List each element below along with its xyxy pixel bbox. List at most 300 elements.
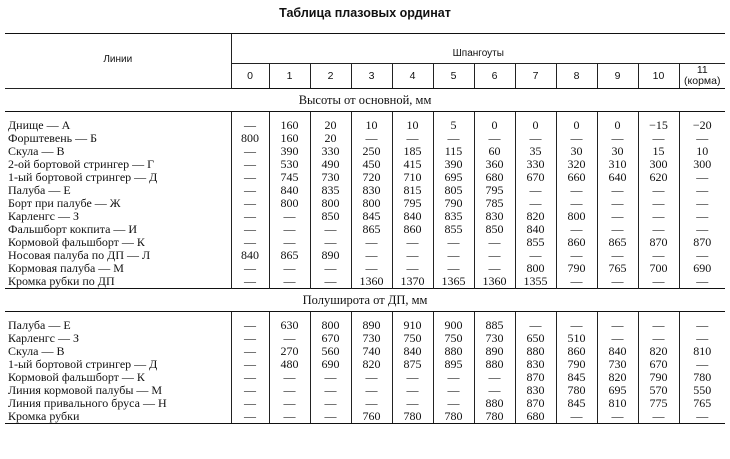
ordinate-value: 1365	[433, 275, 474, 289]
ordinate-value: 855	[433, 223, 474, 236]
line-label: 1-ый бортовой стрингер — Д	[8, 171, 158, 184]
ordinate-value: 795	[392, 197, 433, 210]
ordinate-value: 0	[556, 119, 597, 132]
ordinate-value: 0	[474, 119, 515, 132]
ordinate-value: 820	[515, 210, 556, 223]
ordinate-value: 840	[392, 210, 433, 223]
ordinate-value: —	[556, 223, 597, 236]
ordinate-value: 845	[556, 371, 597, 384]
ordinate-value: —	[351, 384, 392, 397]
line-label: 1-ый бортовой стрингер — Д	[8, 358, 158, 371]
ordinate-value: —	[556, 410, 597, 424]
ordinate-value: —	[433, 262, 474, 275]
table-row	[5, 384, 725, 397]
ordinate-value: 870	[638, 236, 679, 249]
ordinate-value: 690	[310, 358, 351, 371]
section-title: Полуширота от ДП, мм	[5, 289, 725, 312]
ordinate-value: —	[556, 275, 597, 289]
table-row	[5, 332, 725, 345]
table-row	[5, 171, 725, 184]
ordinate-value: 785	[474, 197, 515, 210]
table-row	[5, 397, 725, 410]
ordinate-value: 830	[515, 358, 556, 371]
ordinate-value: —	[351, 397, 392, 410]
table-body	[5, 89, 725, 424]
ordinate-value: 670	[310, 332, 351, 345]
ordinate-value: —	[515, 132, 556, 145]
frame-number: 3	[351, 64, 392, 89]
frame-number: 6	[474, 64, 515, 89]
table-row	[5, 345, 725, 358]
ordinate-value: 815	[392, 184, 433, 197]
line-label: Карленгс — З	[8, 210, 80, 223]
ordinate-value: 780	[392, 410, 433, 424]
ordinate-value: —	[679, 223, 725, 236]
ordinate-value: 820	[597, 371, 638, 384]
ordinate-value: 880	[433, 345, 474, 358]
ordinate-value: —	[597, 210, 638, 223]
ordinate-value: 800	[310, 197, 351, 210]
ordinate-value: —	[638, 332, 679, 345]
ordinate-value: —	[679, 410, 725, 424]
ordinate-value: 560	[310, 345, 351, 358]
ordinate-value: —	[310, 275, 351, 289]
ordinate-value: —	[515, 184, 556, 197]
ordinate-value: 865	[597, 236, 638, 249]
ordinate-value: 0	[597, 119, 638, 132]
ordinate-value: 820	[638, 345, 679, 358]
ordinate-value: 30	[556, 145, 597, 158]
ordinate-value: 795	[474, 184, 515, 197]
frame-number: 0	[231, 64, 269, 89]
ordinate-value: —	[474, 249, 515, 262]
ordinate-value: 790	[638, 371, 679, 384]
ordinate-value: —	[231, 119, 269, 132]
table-row	[5, 358, 725, 371]
ordinate-value: —	[597, 223, 638, 236]
ordinate-value: 805	[433, 184, 474, 197]
ordinate-value: —	[392, 249, 433, 262]
table-row	[5, 132, 725, 145]
ordinate-value: —	[231, 145, 269, 158]
ordinate-value: 890	[310, 249, 351, 262]
ordinate-value: 550	[679, 384, 725, 397]
ordinates-table	[5, 33, 725, 424]
ordinate-value: —	[392, 132, 433, 145]
ordinate-value: —	[556, 184, 597, 197]
table-row	[5, 371, 725, 384]
ordinate-value: —	[433, 236, 474, 249]
table-row	[5, 197, 725, 210]
ordinate-value: 530	[269, 158, 310, 171]
frame-number: 4	[392, 64, 433, 89]
ordinate-value: 35	[515, 145, 556, 158]
frame-number: 1	[269, 64, 310, 89]
ordinate-value: 730	[310, 171, 351, 184]
ordinate-value: —	[474, 262, 515, 275]
ordinate-value: 730	[351, 332, 392, 345]
frame-number: 7	[515, 64, 556, 89]
ordinate-value: 270	[269, 345, 310, 358]
ordinate-value: —	[638, 132, 679, 145]
ordinate-value: 765	[597, 262, 638, 275]
ordinate-value: 360	[474, 158, 515, 171]
ordinate-value: —	[679, 197, 725, 210]
ordinate-value: —	[231, 158, 269, 171]
ordinate-value: 830	[474, 210, 515, 223]
ordinate-value: 885	[474, 319, 515, 332]
ordinate-value: —	[679, 249, 725, 262]
ordinate-value: —	[679, 132, 725, 145]
ordinate-value: —	[269, 223, 310, 236]
ordinate-value: —	[269, 210, 310, 223]
ordinate-value: 880	[474, 397, 515, 410]
ordinate-value: 630	[269, 319, 310, 332]
ordinate-value: 490	[310, 158, 351, 171]
ordinate-value: 820	[351, 358, 392, 371]
ordinate-value: —	[597, 132, 638, 145]
ordinate-value: —	[231, 397, 269, 410]
ordinate-value: 115	[433, 145, 474, 158]
ordinate-value: 850	[474, 223, 515, 236]
ordinate-value: 20	[310, 132, 351, 145]
ordinate-value: 840	[231, 249, 269, 262]
ordinate-value: —	[433, 132, 474, 145]
ordinate-value: —	[638, 410, 679, 424]
ordinate-value: 790	[556, 358, 597, 371]
ordinate-value: 750	[392, 332, 433, 345]
ordinate-value: 620	[638, 171, 679, 184]
frame-number: 8	[556, 64, 597, 89]
ordinate-value: 745	[269, 171, 310, 184]
spacer-row	[5, 312, 725, 320]
line-label: Днище — А	[8, 119, 71, 132]
ordinate-value: 690	[679, 262, 725, 275]
ordinate-value: 570	[638, 384, 679, 397]
ordinate-value: —	[310, 262, 351, 275]
ordinate-value: —	[231, 358, 269, 371]
ordinate-value: 185	[392, 145, 433, 158]
ordinate-value: 0	[515, 119, 556, 132]
table-row	[5, 223, 725, 236]
ordinate-value: 640	[597, 171, 638, 184]
ordinate-value: —	[269, 275, 310, 289]
ordinate-value: 845	[351, 210, 392, 223]
section-header-row	[5, 89, 725, 112]
ordinate-value: 30	[597, 145, 638, 158]
ordinate-value: —	[679, 210, 725, 223]
ordinate-value: —	[351, 262, 392, 275]
ordinate-value: —	[679, 319, 725, 332]
ordinate-value: —	[231, 410, 269, 424]
ordinate-value: 910	[392, 319, 433, 332]
table-row	[5, 275, 725, 289]
line-label: Фальшборт кокпита — И	[8, 223, 138, 236]
ordinate-value: 860	[392, 223, 433, 236]
ordinate-value: —	[269, 384, 310, 397]
ordinate-value: —	[392, 384, 433, 397]
ordinate-value: 660	[556, 171, 597, 184]
ordinate-value: 790	[433, 197, 474, 210]
ordinate-value: —	[638, 184, 679, 197]
ordinate-value: 860	[556, 236, 597, 249]
ordinate-value: —	[638, 223, 679, 236]
ordinate-value: 480	[269, 358, 310, 371]
line-label: Кромка рубки по ДП	[8, 275, 115, 288]
ordinate-value: 710	[392, 171, 433, 184]
ordinate-value: —	[474, 236, 515, 249]
ordinate-value: —	[231, 371, 269, 384]
ordinate-value: 740	[351, 345, 392, 358]
ordinate-value: 720	[351, 171, 392, 184]
line-label: Форштевень — Б	[8, 132, 97, 145]
table-row	[5, 158, 725, 171]
ordinate-value: —	[679, 171, 725, 184]
ordinate-value: —	[679, 332, 725, 345]
ordinate-value: —	[638, 210, 679, 223]
ordinate-value: 850	[310, 210, 351, 223]
frame-number: 10	[638, 64, 679, 89]
ordinate-value: —	[597, 410, 638, 424]
line-label: Палуба — Е	[8, 319, 71, 332]
ordinate-value: —	[474, 371, 515, 384]
line-label: Линия кормовой палубы — М	[8, 384, 163, 397]
ordinate-value: —	[433, 397, 474, 410]
line-label: Кромка рубки	[5, 410, 231, 424]
ordinate-value: 890	[474, 345, 515, 358]
ordinate-value: —	[597, 319, 638, 332]
ordinate-value: 250	[351, 145, 392, 158]
ordinate-value: —	[392, 262, 433, 275]
ordinate-value: 840	[597, 345, 638, 358]
ordinate-value: 780	[679, 371, 725, 384]
ordinate-value: —	[433, 249, 474, 262]
ordinate-value: 845	[556, 397, 597, 410]
ordinate-value: 865	[351, 223, 392, 236]
ordinate-value: 695	[433, 171, 474, 184]
ordinate-value: —	[597, 332, 638, 345]
ordinate-value: —	[310, 410, 351, 424]
ordinate-value: —	[556, 197, 597, 210]
ordinate-value: 450	[351, 158, 392, 171]
ordinate-value: 880	[515, 345, 556, 358]
ordinate-value: 780	[474, 410, 515, 424]
ordinate-value: —	[269, 236, 310, 249]
line-label: Палуба — Е	[8, 184, 71, 197]
ordinate-value: —	[351, 132, 392, 145]
table-row	[5, 236, 725, 249]
ordinate-value: 865	[269, 249, 310, 262]
ordinate-value: 830	[515, 384, 556, 397]
ordinate-value: —	[515, 197, 556, 210]
ordinate-value: 840	[269, 184, 310, 197]
ordinate-value: 775	[638, 397, 679, 410]
frame-number: 5	[433, 64, 474, 89]
ordinate-value: 890	[351, 319, 392, 332]
ordinate-value: 330	[310, 145, 351, 158]
frames-header: Шпангоуты	[231, 34, 725, 64]
ordinate-value: —	[269, 410, 310, 424]
ordinate-value: —	[351, 236, 392, 249]
ordinate-value: 670	[515, 171, 556, 184]
ordinate-value: 730	[474, 332, 515, 345]
ordinate-value: 870	[679, 236, 725, 249]
ordinate-value: 750	[433, 332, 474, 345]
ordinate-value: —	[638, 319, 679, 332]
table-row	[5, 210, 725, 223]
ordinate-value: 670	[638, 358, 679, 371]
ordinate-value: 870	[515, 397, 556, 410]
ordinate-value: —	[638, 275, 679, 289]
ordinate-value: 860	[556, 345, 597, 358]
ordinate-value: —	[474, 132, 515, 145]
ordinate-value: 1360	[474, 275, 515, 289]
ordinate-value: 10	[679, 145, 725, 158]
ordinate-value: 855	[515, 236, 556, 249]
ordinate-value: —	[231, 262, 269, 275]
ordinate-value: —	[231, 210, 269, 223]
line-label: Носовая палуба по ДП — Л	[8, 249, 151, 262]
line-label: Кормовой фальшборт — К	[8, 371, 145, 384]
table-row	[5, 119, 725, 132]
ordinate-value: 680	[515, 410, 556, 424]
ordinate-value: 830	[351, 184, 392, 197]
ordinate-value: —	[515, 249, 556, 262]
ordinate-value: —	[269, 262, 310, 275]
ordinate-value: —	[269, 371, 310, 384]
ordinate-value: —	[392, 236, 433, 249]
table-row	[5, 262, 725, 275]
ordinate-value: 840	[392, 345, 433, 358]
ordinate-value: 840	[515, 223, 556, 236]
ordinate-value: —	[310, 384, 351, 397]
line-label: Кормовой фальшборт — К	[8, 236, 145, 249]
ordinate-value: 875	[392, 358, 433, 371]
line-label: Линия привального бруса — Н	[8, 397, 167, 410]
ordinate-value: —	[433, 371, 474, 384]
ordinate-value: —	[638, 197, 679, 210]
ordinate-value: —	[556, 319, 597, 332]
ordinate-value: —	[231, 345, 269, 358]
ordinate-value: 5	[433, 119, 474, 132]
ordinate-value: 1360	[351, 275, 392, 289]
ordinate-value: 800	[556, 210, 597, 223]
ordinate-value: 390	[433, 158, 474, 171]
ordinate-value: 10	[351, 119, 392, 132]
table-row	[5, 319, 725, 332]
ordinate-value: 800	[231, 132, 269, 145]
ordinate-value: —	[556, 132, 597, 145]
ordinate-value: —	[679, 358, 725, 371]
ordinate-value: —	[269, 397, 310, 410]
ordinate-value: 415	[392, 158, 433, 171]
ordinate-value: 900	[433, 319, 474, 332]
ordinate-value: 790	[556, 262, 597, 275]
ordinate-value: 730	[597, 358, 638, 371]
ordinate-value: 300	[638, 158, 679, 171]
table-row	[5, 145, 725, 158]
ordinate-value: —	[310, 236, 351, 249]
ordinate-value: —	[556, 249, 597, 262]
ordinate-value: 835	[310, 184, 351, 197]
ordinate-value: 650	[515, 332, 556, 345]
ordinate-value: —	[433, 384, 474, 397]
ordinate-value: 695	[597, 384, 638, 397]
ordinate-value: −20	[679, 119, 725, 132]
ordinate-value: 330	[515, 158, 556, 171]
section-title: Высоты от основной, мм	[5, 89, 725, 112]
ordinate-value: 1370	[392, 275, 433, 289]
ordinate-value: —	[231, 319, 269, 332]
ordinate-value: —	[231, 223, 269, 236]
ordinate-value: 760	[351, 410, 392, 424]
ordinate-value: 800	[351, 197, 392, 210]
ordinate-value: 835	[433, 210, 474, 223]
ordinate-value: —	[474, 384, 515, 397]
line-label: Борт при палубе — Ж	[8, 197, 121, 210]
line-label: Скула — В	[8, 145, 65, 158]
ordinate-value: 680	[474, 171, 515, 184]
section-header-row	[5, 289, 725, 312]
ordinate-value: —	[310, 397, 351, 410]
ordinate-value: −15	[638, 119, 679, 132]
ordinate-value: —	[679, 275, 725, 289]
table-row	[5, 410, 725, 424]
ordinate-value: 700	[638, 262, 679, 275]
ordinate-value: —	[231, 275, 269, 289]
ordinate-value: —	[597, 249, 638, 262]
ordinate-value: 800	[515, 262, 556, 275]
ordinate-value: 10	[392, 119, 433, 132]
ordinate-value: —	[515, 319, 556, 332]
ordinate-value: 870	[515, 371, 556, 384]
ordinate-value: 320	[556, 158, 597, 171]
table-row	[5, 184, 725, 197]
spacer-row	[5, 112, 725, 120]
ordinate-value: 15	[638, 145, 679, 158]
ordinate-value: 810	[679, 345, 725, 358]
line-label: Карленгс — З	[8, 332, 80, 345]
ordinate-value: 60	[474, 145, 515, 158]
ordinate-value: 780	[433, 410, 474, 424]
ordinate-value: —	[597, 184, 638, 197]
ordinate-value: 160	[269, 119, 310, 132]
ordinate-value: —	[597, 197, 638, 210]
frame-number: 11 (корма)	[679, 64, 725, 89]
ordinate-value: —	[392, 371, 433, 384]
ordinate-value: 300	[679, 158, 725, 171]
frame-number: 9	[597, 64, 638, 89]
ordinate-value: 310	[597, 158, 638, 171]
line-label: 2-ой бортовой стрингер — Г	[8, 158, 155, 171]
ordinate-value: —	[231, 197, 269, 210]
ordinate-value: —	[351, 249, 392, 262]
ordinate-value: —	[231, 171, 269, 184]
ordinate-value: 390	[269, 145, 310, 158]
ordinate-value: —	[231, 236, 269, 249]
ordinate-value: —	[231, 332, 269, 345]
ordinate-value: 510	[556, 332, 597, 345]
ordinate-value: 810	[597, 397, 638, 410]
ordinate-value: 1355	[515, 275, 556, 289]
ordinate-value: —	[269, 332, 310, 345]
ordinate-value: 895	[433, 358, 474, 371]
ordinate-value: 20	[310, 119, 351, 132]
table-title: Таблица плазовых ординат	[279, 6, 451, 20]
line-label: Кормовая палуба — М	[8, 262, 124, 275]
ordinate-value: 160	[269, 132, 310, 145]
ordinate-value: —	[638, 249, 679, 262]
